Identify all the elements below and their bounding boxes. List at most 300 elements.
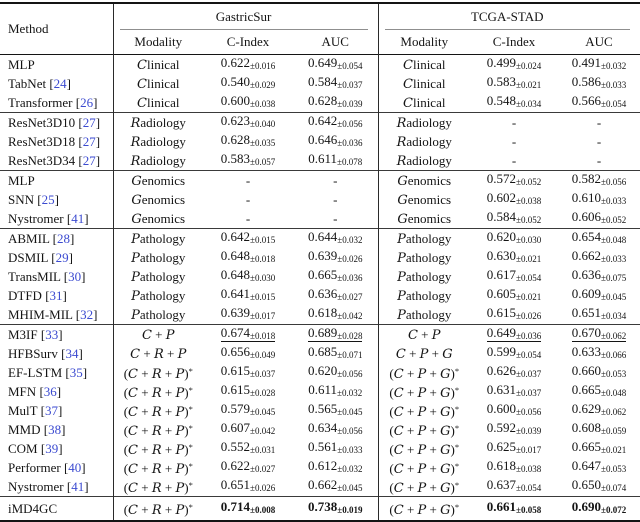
metric-value: $0.690_{\pm 0.072}$ (571, 499, 627, 515)
table-row (0, 171, 640, 191)
metric-value: $0.602_{\pm 0.038}$ (486, 190, 542, 206)
calligraphic-letter: P (417, 461, 427, 477)
metric-value: $0.650_{\pm 0.074}$ (571, 477, 627, 493)
modality-cell: Pathology (113, 229, 203, 249)
modality-cell: Pathology (113, 267, 203, 286)
asterisk-marker: * (454, 460, 460, 471)
calligraphic-letter: C (403, 95, 413, 111)
missing-value-cell: - (245, 211, 251, 226)
metric-value-cell (558, 305, 640, 325)
method-cell: Nystromer [41] (8, 479, 89, 494)
metric-value: $0.629_{\pm 0.062}$ (571, 401, 627, 417)
metric-value: $0.648_{\pm 0.030}$ (220, 267, 276, 283)
metric-value: $0.622_{\pm 0.027}$ (220, 458, 276, 474)
metric-value-cell (293, 74, 378, 93)
metric-value: $0.606_{\pm 0.052}$ (571, 209, 627, 225)
metric-value: $0.615_{\pm 0.028}$ (220, 382, 276, 398)
citation-link[interactable]: [27] (78, 134, 101, 149)
std-dev: ±0.042 (250, 426, 276, 436)
metric-value: $0.661_{\pm 0.058}$ (486, 499, 542, 515)
metric-value-cell (558, 363, 640, 382)
citation-link[interactable]: [25] (37, 192, 59, 207)
std-dev: ±0.078 (337, 157, 363, 167)
metric-value: $0.648_{\pm 0.018}$ (220, 248, 276, 264)
citation-link[interactable]: [40] (63, 460, 86, 475)
calligraphic-letter: P (175, 423, 185, 439)
metric-value-cell (470, 305, 558, 325)
std-dev: ±0.054 (337, 61, 363, 71)
calligraphic-letter: P (175, 366, 185, 382)
calligraphic-letter: P (131, 307, 140, 323)
citation-link[interactable]: [33] (40, 327, 63, 342)
metric-value-cell (203, 113, 293, 133)
metric-value-cell (558, 497, 640, 522)
metric-value-cell (470, 344, 558, 363)
std-dev: ±0.056 (601, 177, 627, 187)
modality-cell: (C + P + G)* (378, 363, 470, 382)
metric-value: $0.642_{\pm 0.015}$ (220, 229, 276, 245)
table-header (0, 3, 640, 55)
calligraphic-letter: P (131, 250, 140, 266)
metric-value-cell (470, 439, 558, 458)
block-radiology (0, 113, 640, 171)
metric-value: $0.600_{\pm 0.056}$ (486, 401, 542, 417)
std-dev: ±0.039 (516, 426, 542, 436)
calligraphic-letter: P (177, 346, 187, 362)
calligraphic-letter: G (440, 480, 451, 496)
std-dev: ±0.048 (601, 388, 627, 398)
metric-value: $0.674_{\pm 0.018}$ (220, 325, 276, 341)
metric-value-cell (203, 305, 293, 325)
metric-value-cell (293, 55, 378, 75)
metric-value-cell (293, 286, 378, 305)
calligraphic-letter: G (440, 366, 451, 382)
method-cell: Transformer [26] (8, 95, 98, 110)
metric-value: $0.572_{\pm 0.052}$ (486, 171, 542, 187)
metric-value: $0.651_{\pm 0.034}$ (571, 305, 627, 321)
std-dev: ±0.058 (516, 505, 542, 515)
std-dev: ±0.017 (250, 311, 276, 321)
block-clinical (0, 55, 640, 113)
std-dev: ±0.021 (601, 445, 627, 455)
modality-cell: (C + R + P)* (113, 439, 203, 458)
modality-cell: (C + P + G)* (378, 458, 470, 477)
metric-value-cell (470, 74, 558, 93)
metric-value: $0.636_{\pm 0.075}$ (571, 267, 627, 283)
metric-value-cell (558, 248, 640, 267)
asterisk-marker: * (454, 422, 460, 433)
std-dev: ±0.036 (516, 331, 542, 341)
metric-value: $0.689_{\pm 0.028}$ (308, 325, 363, 341)
metric-value: $0.592_{\pm 0.039}$ (486, 420, 542, 436)
metric-value-cell (470, 229, 558, 249)
citation-link[interactable]: [39] (40, 441, 63, 456)
std-dev: ±0.033 (601, 80, 627, 90)
metric-value: $0.548_{\pm 0.034}$ (486, 93, 542, 109)
metric-value: $0.622_{\pm 0.016}$ (220, 55, 276, 71)
calligraphic-letter: R (153, 346, 164, 362)
metric-value-cell (203, 497, 293, 522)
metric-value-cell (293, 420, 378, 439)
calligraphic-letter: C (137, 57, 147, 73)
metric-value: $0.608_{\pm 0.059}$ (571, 420, 627, 436)
std-dev: ±0.037 (516, 369, 542, 379)
calligraphic-letter: P (131, 231, 140, 247)
std-dev: ±0.018 (250, 254, 276, 264)
std-dev: ±0.054 (516, 483, 542, 493)
calligraphic-letter: P (175, 480, 185, 496)
group-header-tcga-stad (378, 3, 640, 30)
modality-cell: (C + P + G)* (378, 401, 470, 420)
std-dev: ±0.054 (516, 350, 542, 360)
metric-value: $0.540_{\pm 0.029}$ (220, 74, 276, 90)
metric-value: $0.631_{\pm 0.037}$ (486, 382, 542, 398)
method-cell: ABMIL [28] (8, 231, 75, 246)
metric-value: $0.579_{\pm 0.045}$ (220, 401, 276, 417)
table-row (0, 363, 640, 382)
std-dev: ±0.045 (250, 407, 276, 417)
metric-value-cell (203, 93, 293, 113)
citation-link[interactable]: [36] (39, 384, 62, 399)
std-dev: ±0.016 (250, 61, 276, 71)
modality-cell: (C + R + P)* (113, 382, 203, 401)
modality-cell: Genomics (378, 209, 470, 229)
missing-value-cell: - (245, 173, 251, 188)
metric-value-cell (470, 401, 558, 420)
metric-value: $0.651_{\pm 0.026}$ (220, 477, 276, 493)
modality-cell: Radiology (378, 113, 470, 133)
modality-cell: Clinical (378, 93, 470, 113)
metric-value: $0.552_{\pm 0.031}$ (220, 439, 276, 455)
metric-value-cell (293, 267, 378, 286)
asterisk-marker: * (188, 501, 193, 512)
calligraphic-letter: P (175, 442, 185, 458)
metric-value-cell (470, 458, 558, 477)
table-row (0, 248, 640, 267)
calligraphic-letter: C (128, 423, 138, 439)
metric-value: $0.600_{\pm 0.038}$ (220, 93, 276, 109)
citation-link[interactable]: [32] (75, 307, 98, 322)
calligraphic-letter: C (393, 480, 404, 496)
method-cell: iMD4GC (8, 501, 58, 516)
std-dev: ±0.028 (337, 331, 363, 341)
calligraphic-letter: C (393, 423, 404, 439)
std-dev: ±0.033 (601, 196, 627, 206)
citation-link[interactable]: [29] (51, 250, 73, 265)
asterisk-marker: * (454, 365, 460, 376)
modality-cell: Pathology (378, 305, 470, 325)
metric-value-cell (203, 344, 293, 363)
missing-value-cell: - (596, 134, 602, 149)
modality-cell: (C + R + P)* (113, 420, 203, 439)
modality-cell: Clinical (378, 55, 470, 75)
metric-value: $0.634_{\pm 0.056}$ (308, 420, 363, 436)
std-dev: ±0.032 (337, 464, 363, 474)
method-cell: MHIM-MIL [32] (8, 307, 98, 322)
metric-value: $0.499_{\pm 0.024}$ (486, 55, 542, 71)
std-dev: ±0.026 (337, 254, 363, 264)
metric-value-cell (203, 55, 293, 75)
group-header-gastricsur (113, 3, 378, 30)
citation-link[interactable]: [24] (49, 76, 72, 91)
table-row (0, 74, 640, 93)
std-dev: ±0.038 (250, 99, 276, 109)
calligraphic-letter: G (440, 442, 451, 458)
asterisk-marker: * (188, 384, 193, 395)
method-cell: EF-LSTM [35] (8, 365, 88, 380)
calligraphic-letter: G (397, 173, 408, 189)
method-cell: ResNet3D10 [27] (8, 115, 101, 130)
metric-value-cell (293, 458, 378, 477)
std-dev: ±0.052 (516, 177, 542, 187)
group-title-gastricsur: GastricSur (120, 5, 368, 30)
modality-cell: Genomics (378, 171, 470, 191)
modality-cell: Radiology (378, 151, 470, 171)
metric-value-cell (293, 497, 378, 522)
modality-cell: Radiology (113, 132, 203, 151)
method-cell: MulT [37] (8, 403, 63, 418)
calligraphic-letter: C (128, 502, 138, 518)
missing-value-cell: - (333, 173, 338, 188)
metric-value-cell (470, 420, 558, 439)
std-dev: ±0.052 (601, 215, 627, 225)
citation-link[interactable]: [35] (65, 365, 88, 380)
citation-link[interactable]: [37] (40, 403, 63, 418)
metric-value-cell (203, 458, 293, 477)
method-cell: HFBSurv [34] (8, 346, 83, 361)
citation-link[interactable]: [28] (52, 231, 75, 246)
calligraphic-letter: R (130, 134, 141, 150)
metric-value-cell (293, 382, 378, 401)
metric-value: $0.633_{\pm 0.066}$ (571, 344, 627, 360)
std-dev: ±0.037 (337, 80, 363, 90)
calligraphic-letter: P (397, 288, 406, 304)
std-dev: ±0.042 (337, 311, 363, 321)
table-row (0, 344, 640, 363)
std-dev: ±0.074 (601, 483, 627, 493)
modality-cell: Clinical (113, 55, 203, 75)
calligraphic-letter: P (397, 269, 406, 285)
modality-cell: (C + P + G)* (378, 497, 470, 522)
metric-value: $0.625_{\pm 0.017}$ (486, 439, 542, 455)
metric-value-cell (470, 267, 558, 286)
metric-value: $0.620_{\pm 0.056}$ (308, 363, 363, 379)
calligraphic-letter: G (440, 461, 451, 477)
std-dev: ±0.056 (337, 119, 363, 129)
metric-value-cell (293, 151, 378, 171)
table-row (0, 325, 640, 345)
method-cell: MLP (8, 57, 35, 72)
calligraphic-letter: P (175, 461, 185, 477)
calligraphic-letter: R (151, 366, 162, 382)
std-dev: ±0.021 (516, 292, 542, 302)
modality-cell: C + R + P (113, 344, 203, 363)
calligraphic-letter: G (131, 173, 142, 189)
metric-value-cell (293, 325, 378, 345)
column-header-auc-tcga-stad: AUC (585, 34, 613, 49)
calligraphic-letter: G (440, 423, 451, 439)
metric-value-cell (293, 344, 378, 363)
metric-value-cell (470, 190, 558, 209)
std-dev: ±0.018 (250, 331, 276, 341)
table-row (0, 439, 640, 458)
modality-cell: (C + R + P)* (113, 363, 203, 382)
metric-value: $0.609_{\pm 0.045}$ (571, 286, 627, 302)
metric-value: $0.626_{\pm 0.037}$ (486, 363, 542, 379)
metric-value-cell (558, 93, 640, 113)
std-dev: ±0.036 (337, 138, 363, 148)
std-dev: ±0.048 (601, 235, 627, 245)
metric-value: $0.637_{\pm 0.054}$ (486, 477, 542, 493)
calligraphic-letter: R (151, 442, 162, 458)
std-dev: ±0.040 (250, 119, 276, 129)
metric-value: $0.649_{\pm 0.036}$ (486, 325, 542, 341)
citation-link[interactable]: [27] (78, 153, 101, 168)
std-dev: ±0.017 (516, 445, 542, 455)
citation-link[interactable]: [38] (43, 422, 66, 437)
metric-value: $0.618_{\pm 0.038}$ (486, 458, 542, 474)
metric-value: $0.620_{\pm 0.030}$ (486, 229, 542, 245)
std-dev: ±0.038 (516, 464, 542, 474)
calligraphic-letter: P (175, 502, 185, 518)
calligraphic-letter: C (137, 95, 147, 111)
citation-link[interactable]: [31] (45, 288, 67, 303)
calligraphic-letter: P (397, 250, 406, 266)
metric-value-cell (558, 382, 640, 401)
calligraphic-letter: R (130, 115, 141, 131)
asterisk-marker: * (188, 422, 193, 433)
metric-value-cell (203, 286, 293, 305)
metric-value: $0.649_{\pm 0.054}$ (308, 55, 363, 71)
modality-cell: Pathology (113, 286, 203, 305)
std-dev: ±0.038 (516, 196, 542, 206)
std-dev: ±0.037 (516, 388, 542, 398)
metric-value: $0.665_{\pm 0.048}$ (571, 382, 627, 398)
method-cell: MFN [36] (8, 384, 62, 399)
table-row (0, 497, 640, 522)
std-dev: ±0.056 (337, 426, 363, 436)
metric-value-cell (558, 344, 640, 363)
calligraphic-letter: C (407, 327, 418, 343)
metric-value: $0.646_{\pm 0.036}$ (308, 132, 363, 148)
metric-value: $0.647_{\pm 0.053}$ (571, 458, 627, 474)
calligraphic-letter: C (128, 366, 138, 382)
calligraphic-letter: C (393, 442, 404, 458)
metric-value: $0.662_{\pm 0.045}$ (308, 477, 363, 493)
metric-value-cell (470, 325, 558, 345)
std-dev: ±0.019 (337, 505, 363, 515)
metric-value: $0.630_{\pm 0.021}$ (486, 248, 542, 264)
std-dev: ±0.015 (250, 292, 276, 302)
metric-value-cell (203, 420, 293, 439)
table-row (0, 132, 640, 151)
citation-link[interactable]: [26] (75, 95, 98, 110)
modality-cell: Radiology (378, 132, 470, 151)
metric-value: $0.566_{\pm 0.054}$ (571, 93, 627, 109)
table-row (0, 229, 640, 249)
method-cell: DTFD [31] (8, 288, 67, 303)
calligraphic-letter: G (440, 404, 451, 420)
citation-link[interactable]: [41] (66, 479, 89, 494)
metric-value-cell (203, 325, 293, 345)
method-cell: COM [39] (8, 441, 63, 456)
citation-link[interactable]: [41] (66, 211, 89, 226)
modality-cell: Genomics (113, 209, 203, 229)
citation-link[interactable]: [30] (63, 269, 86, 284)
metric-value: $0.641_{\pm 0.015}$ (220, 286, 276, 302)
method-cell: TransMIL [30] (8, 269, 86, 284)
missing-value-cell: - (333, 211, 338, 226)
metric-value-cell (558, 74, 640, 93)
metric-value-cell (293, 113, 378, 133)
calligraphic-letter: P (397, 307, 406, 323)
calligraphic-letter: R (151, 480, 162, 496)
calligraphic-letter: G (397, 211, 408, 227)
std-dev: ±0.075 (601, 273, 627, 283)
modality-cell: Pathology (378, 267, 470, 286)
calligraphic-letter: P (417, 480, 427, 496)
std-dev: ±0.030 (516, 235, 542, 245)
std-dev: ±0.071 (337, 350, 363, 360)
column-header-auc-gastricsur: AUC (321, 34, 349, 49)
metric-value-cell (558, 401, 640, 420)
std-dev: ±0.027 (250, 464, 276, 474)
metric-value-cell (293, 477, 378, 497)
metric-value-cell (470, 55, 558, 75)
metric-value: $0.656_{\pm 0.049}$ (220, 344, 276, 360)
metric-value: $0.583_{\pm 0.021}$ (486, 74, 542, 90)
modality-cell: (C + P + G)* (378, 477, 470, 497)
calligraphic-letter: C (141, 327, 152, 343)
citation-link[interactable]: [34] (61, 346, 83, 361)
missing-value-cell: - (596, 153, 602, 168)
citation-link[interactable]: [27] (78, 115, 101, 130)
table-row (0, 477, 640, 497)
modality-cell: Genomics (378, 190, 470, 209)
metric-value-cell (203, 132, 293, 151)
std-dev: ±0.036 (337, 273, 363, 283)
calligraphic-letter: P (417, 423, 427, 439)
std-dev: ±0.045 (601, 292, 627, 302)
calligraphic-letter: R (151, 404, 162, 420)
calligraphic-letter: P (165, 327, 175, 343)
metric-value: $0.628_{\pm 0.039}$ (308, 93, 363, 109)
std-dev: ±0.021 (516, 80, 542, 90)
modality-cell: C + P (378, 325, 470, 345)
missing-value-cell: - (511, 134, 517, 149)
metric-value: $0.685_{\pm 0.071}$ (308, 344, 363, 360)
std-dev: ±0.054 (601, 99, 627, 109)
metric-value: $0.584_{\pm 0.037}$ (308, 74, 363, 90)
metric-value-cell (203, 248, 293, 267)
std-dev: ±0.035 (250, 138, 276, 148)
modality-cell: C + P + G (378, 344, 470, 363)
calligraphic-letter: C (128, 442, 138, 458)
metric-value-cell (203, 382, 293, 401)
modality-cell: (C + R + P)* (113, 401, 203, 420)
metric-value: $0.670_{\pm 0.062}$ (571, 325, 627, 341)
std-dev: ±0.031 (250, 445, 276, 455)
table-row (0, 382, 640, 401)
modality-cell: Pathology (378, 248, 470, 267)
table-row (0, 93, 640, 113)
std-dev: ±0.066 (601, 350, 627, 360)
calligraphic-letter: P (417, 502, 427, 518)
std-dev: ±0.039 (337, 99, 363, 109)
table-row (0, 209, 640, 229)
metric-value-cell (470, 382, 558, 401)
asterisk-marker: * (188, 441, 193, 452)
